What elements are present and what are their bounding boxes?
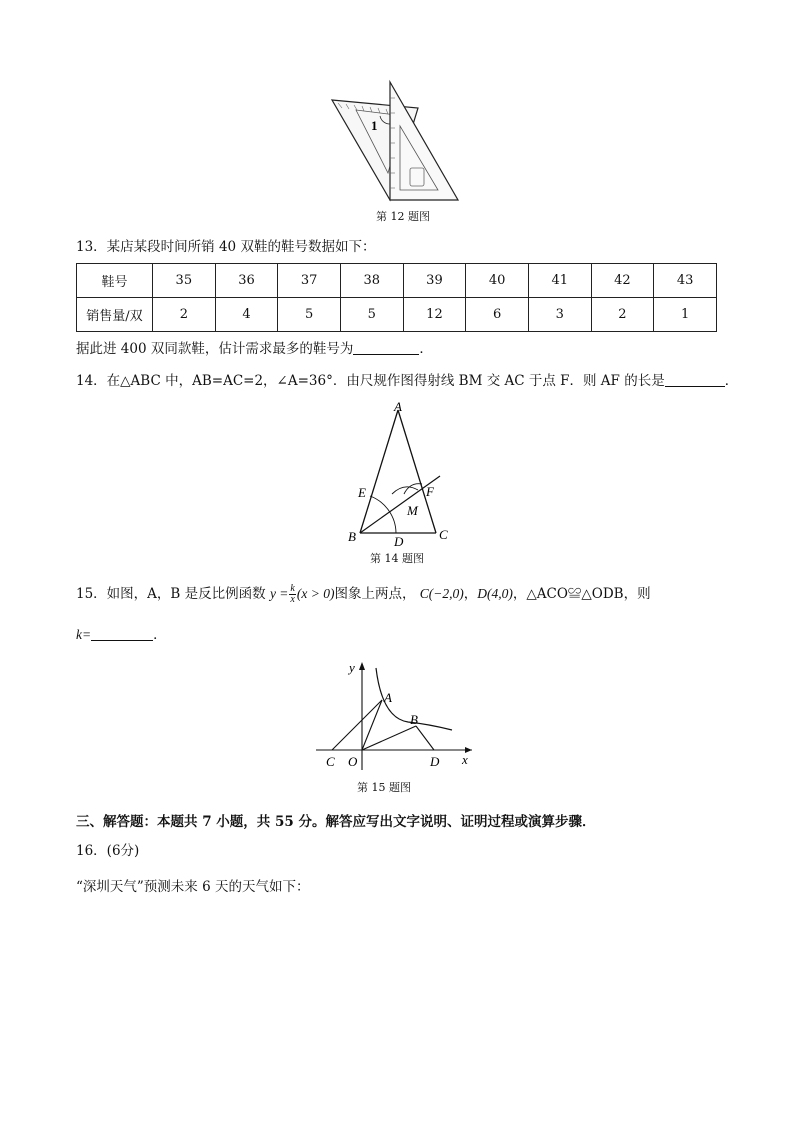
- label-c: C: [326, 754, 335, 769]
- sales-cell: 2: [591, 298, 654, 332]
- func-fraction: [289, 584, 295, 605]
- row-header-size: 鞋号: [77, 264, 153, 298]
- sales-cell: 5: [340, 298, 403, 332]
- figure-12-caption: 第 12 题图: [376, 210, 430, 223]
- sales-cell: 5: [278, 298, 341, 332]
- label-f: F: [426, 484, 434, 499]
- size-cell: 38: [340, 264, 403, 298]
- size-cell: 42: [591, 264, 654, 298]
- label-a: A: [394, 399, 402, 414]
- q13-followup-end: ．: [419, 341, 433, 357]
- label-m: M: [407, 503, 418, 518]
- size-cell: 41: [528, 264, 591, 298]
- sales-cell: 6: [466, 298, 529, 332]
- q15-sep: ，: [463, 586, 478, 602]
- label-b: B: [410, 712, 418, 727]
- sales-cell: 2: [153, 298, 216, 332]
- q15-text: [76, 584, 651, 605]
- section-3-heading: 三、解答题：本题共 7 小题，共 55 分。解答应写出文字说明、证明过程或演算步骤．: [76, 814, 596, 830]
- label-a: A: [384, 690, 392, 705]
- answer-blank[interactable]: [353, 340, 419, 355]
- point-d: D(4,0): [477, 586, 513, 601]
- label-y-axis: y: [349, 660, 355, 675]
- sales-cell: 4: [215, 298, 278, 332]
- label-d: D: [430, 754, 440, 769]
- table-row: [77, 264, 717, 298]
- size-cell: 40: [466, 264, 529, 298]
- q15-stem: 15．如图，A，B 是反比例函数: [76, 586, 266, 602]
- q13-followup: [76, 340, 433, 358]
- q15-end: ．: [153, 627, 167, 643]
- figure-15-graph: [312, 658, 477, 774]
- func-y: y =: [269, 586, 289, 601]
- q14-text: [76, 372, 738, 390]
- label-o: O: [348, 754, 358, 769]
- q16-text: “深圳天气”预测未来 6 天的天气如下：: [76, 879, 310, 895]
- answer-blank[interactable]: [665, 372, 725, 387]
- q15-congruence: ，△ACO≌△ODB，则: [512, 586, 651, 602]
- q13-followup-text: 据此进 400 双同款鞋，估计需求最多的鞋号为: [76, 341, 354, 357]
- size-cell: 37: [278, 264, 341, 298]
- point-c: C(−2,0): [419, 586, 464, 601]
- shoe-size-table: [76, 263, 717, 332]
- label-c: C: [439, 527, 448, 542]
- label-d: D: [394, 534, 404, 546]
- size-cell: 35: [153, 264, 216, 298]
- q15-line2: [76, 626, 167, 644]
- size-cell: 43: [654, 264, 717, 298]
- sales-cell: 12: [403, 298, 466, 332]
- sales-cell: 3: [528, 298, 591, 332]
- angle-1-label: 1: [371, 118, 378, 133]
- figure-14-caption: 第 14 题图: [370, 552, 424, 565]
- func-numerator: k: [290, 583, 295, 594]
- size-cell: 39: [403, 264, 466, 298]
- answer-blank[interactable]: [91, 626, 153, 641]
- figure-14-triangle: [340, 398, 460, 546]
- figure-15-caption: 第 15 题图: [357, 781, 411, 794]
- func-denominator: x: [290, 594, 295, 605]
- label-b: B: [348, 529, 356, 544]
- q13-stem: 13．某店某段时间所销 40 双鞋的鞋号数据如下：: [76, 239, 376, 255]
- table-row: [77, 298, 717, 332]
- size-cell: 36: [215, 264, 278, 298]
- q15-k: k=: [76, 627, 92, 642]
- q14-end: ．: [724, 373, 739, 389]
- q16-number: 16．(6分): [76, 843, 140, 859]
- q15-stem-b: 图象上两点，: [334, 586, 416, 602]
- label-x-axis: x: [462, 752, 468, 767]
- func-condition: (x > 0): [296, 586, 335, 601]
- figure-12-set-squares: [328, 78, 463, 204]
- sales-cell: 1: [654, 298, 717, 332]
- label-e: E: [358, 485, 366, 500]
- q14-stem: 14．在△ABC 中，AB=AC=2，∠A=36°．由尺规作图得射线 BM 交 AC 于点 F．则 AF 的长是: [76, 373, 665, 389]
- row-header-sales: 销售量/双: [77, 298, 153, 332]
